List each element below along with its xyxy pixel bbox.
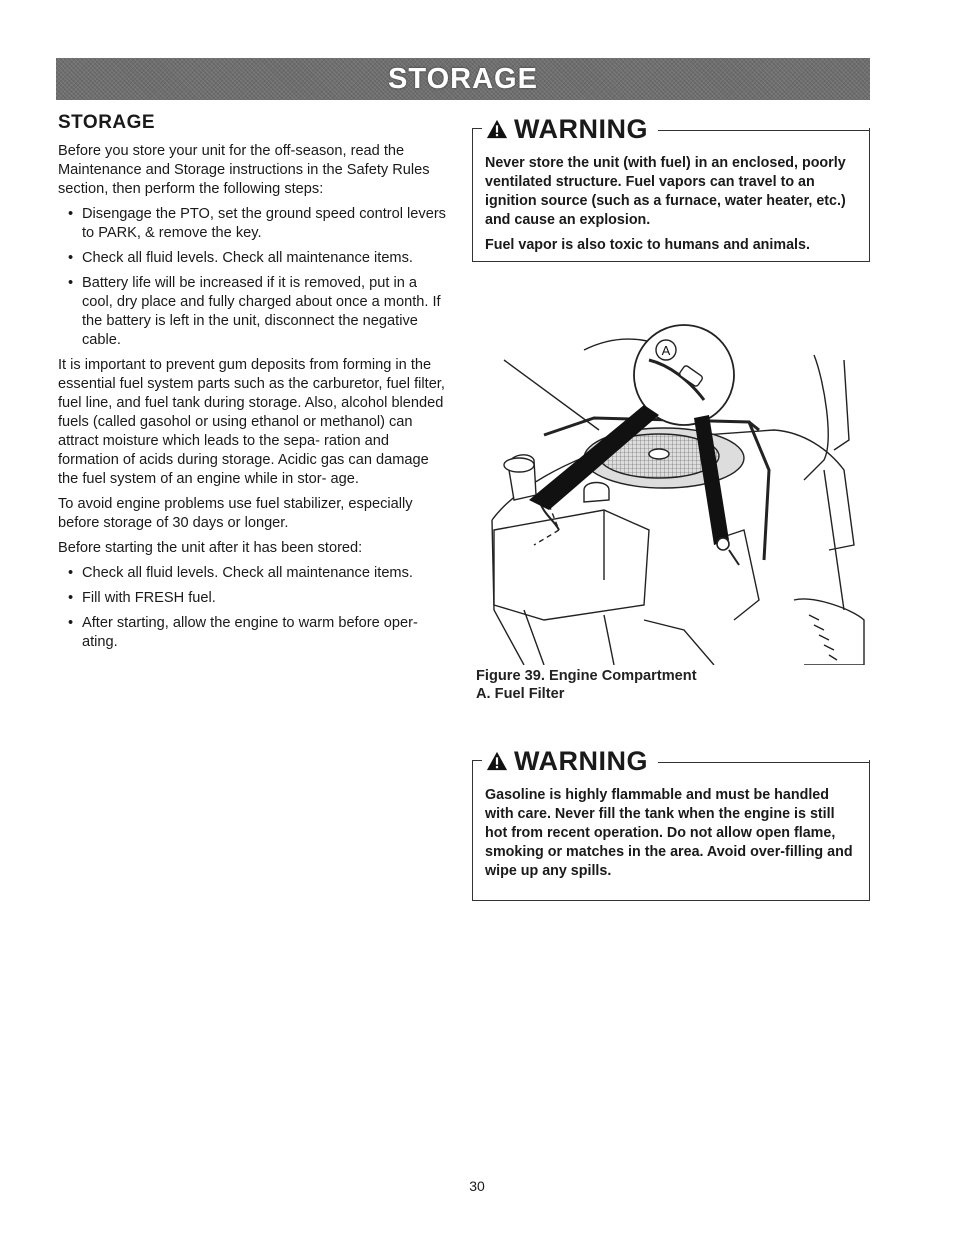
- fuel-stabilizer-paragraph: To avoid engine problems use fuel stabilizer, especially before storage of 30 days or longer.: [58, 496, 413, 531]
- storage-instructions: [58, 112, 450, 658]
- warning-box-fuel-vapor: [472, 114, 870, 262]
- before-starting-paragraph: Before starting the unit after it has been stored:: [58, 540, 363, 556]
- banner-title: STORAGE: [388, 62, 538, 95]
- start-steps-list: [58, 564, 450, 652]
- section-banner: [56, 58, 870, 100]
- warning-text: Fuel vapor is also toxic to humans and animals.: [485, 237, 810, 253]
- gum-deposit-paragraph: It is important to prevent gum deposits from forming in the essential fuel system parts such as the carburetor, fuel filter, fuel line, and fuel tank during storage. Also, alcohol blended fuels (called gasohol or using ethanol or methanol) can attract moisture which leads to the sepa- ration and formation of acids during storage. Acidic gas can damage the fuel system of an engine while in stor- age.: [58, 357, 445, 487]
- list-item: • Fill with FRESH fuel.: [58, 589, 450, 608]
- caption-title: Figure 39. Engine Compartment: [476, 668, 697, 684]
- warning-label: WARNING: [514, 745, 648, 776]
- warning-triangle-icon: [486, 118, 508, 140]
- warning-text: Gasoline is highly flammable and must be handled with care. Never fill the tank when the engine is still hot from recent operation. Do not allow open flame, smoking or matches in the area. Avoid over-filling and wipe up any spills.: [485, 787, 853, 879]
- page-number: 30: [469, 1178, 485, 1194]
- list-item: • After starting, allow the engine to warm before oper- ating.: [58, 614, 450, 652]
- warning-text: Never store the unit (with fuel) in an enclosed, poorly ventilated structure. Fuel vapors can travel to an ignition source (such as a furnace, water heater, etc.) and cause an explosion.: [485, 155, 846, 228]
- callout-label: A: [661, 343, 671, 358]
- list-item: • Disengage the PTO, set the ground speed control levers to PARK, & remove the key.: [58, 205, 450, 243]
- warning-box-gasoline: [472, 746, 870, 901]
- intro-paragraph: Before you store your unit for the off-season, read the Maintenance and Storage instructions in the Safety Rules section, then perform the following steps:: [58, 143, 430, 197]
- figure-caption: [476, 667, 697, 703]
- list-item: • Check all fluid levels. Check all maintenance items.: [58, 249, 450, 268]
- caption-legend: A. Fuel Filter: [476, 686, 565, 702]
- list-item: • Check all fluid levels. Check all maintenance items.: [58, 564, 450, 583]
- section-heading: STORAGE: [58, 112, 156, 133]
- storage-steps-list: [58, 205, 450, 350]
- warning-triangle-icon: [486, 750, 508, 772]
- warning-label: WARNING: [514, 113, 648, 144]
- list-item: • Battery life will be increased if it is removed, put in a cool, dry place and fully charged about once a month. If the battery is left in the unit, disconnect the negative cable.: [58, 274, 450, 350]
- engine-compartment-illustration: [484, 320, 874, 665]
